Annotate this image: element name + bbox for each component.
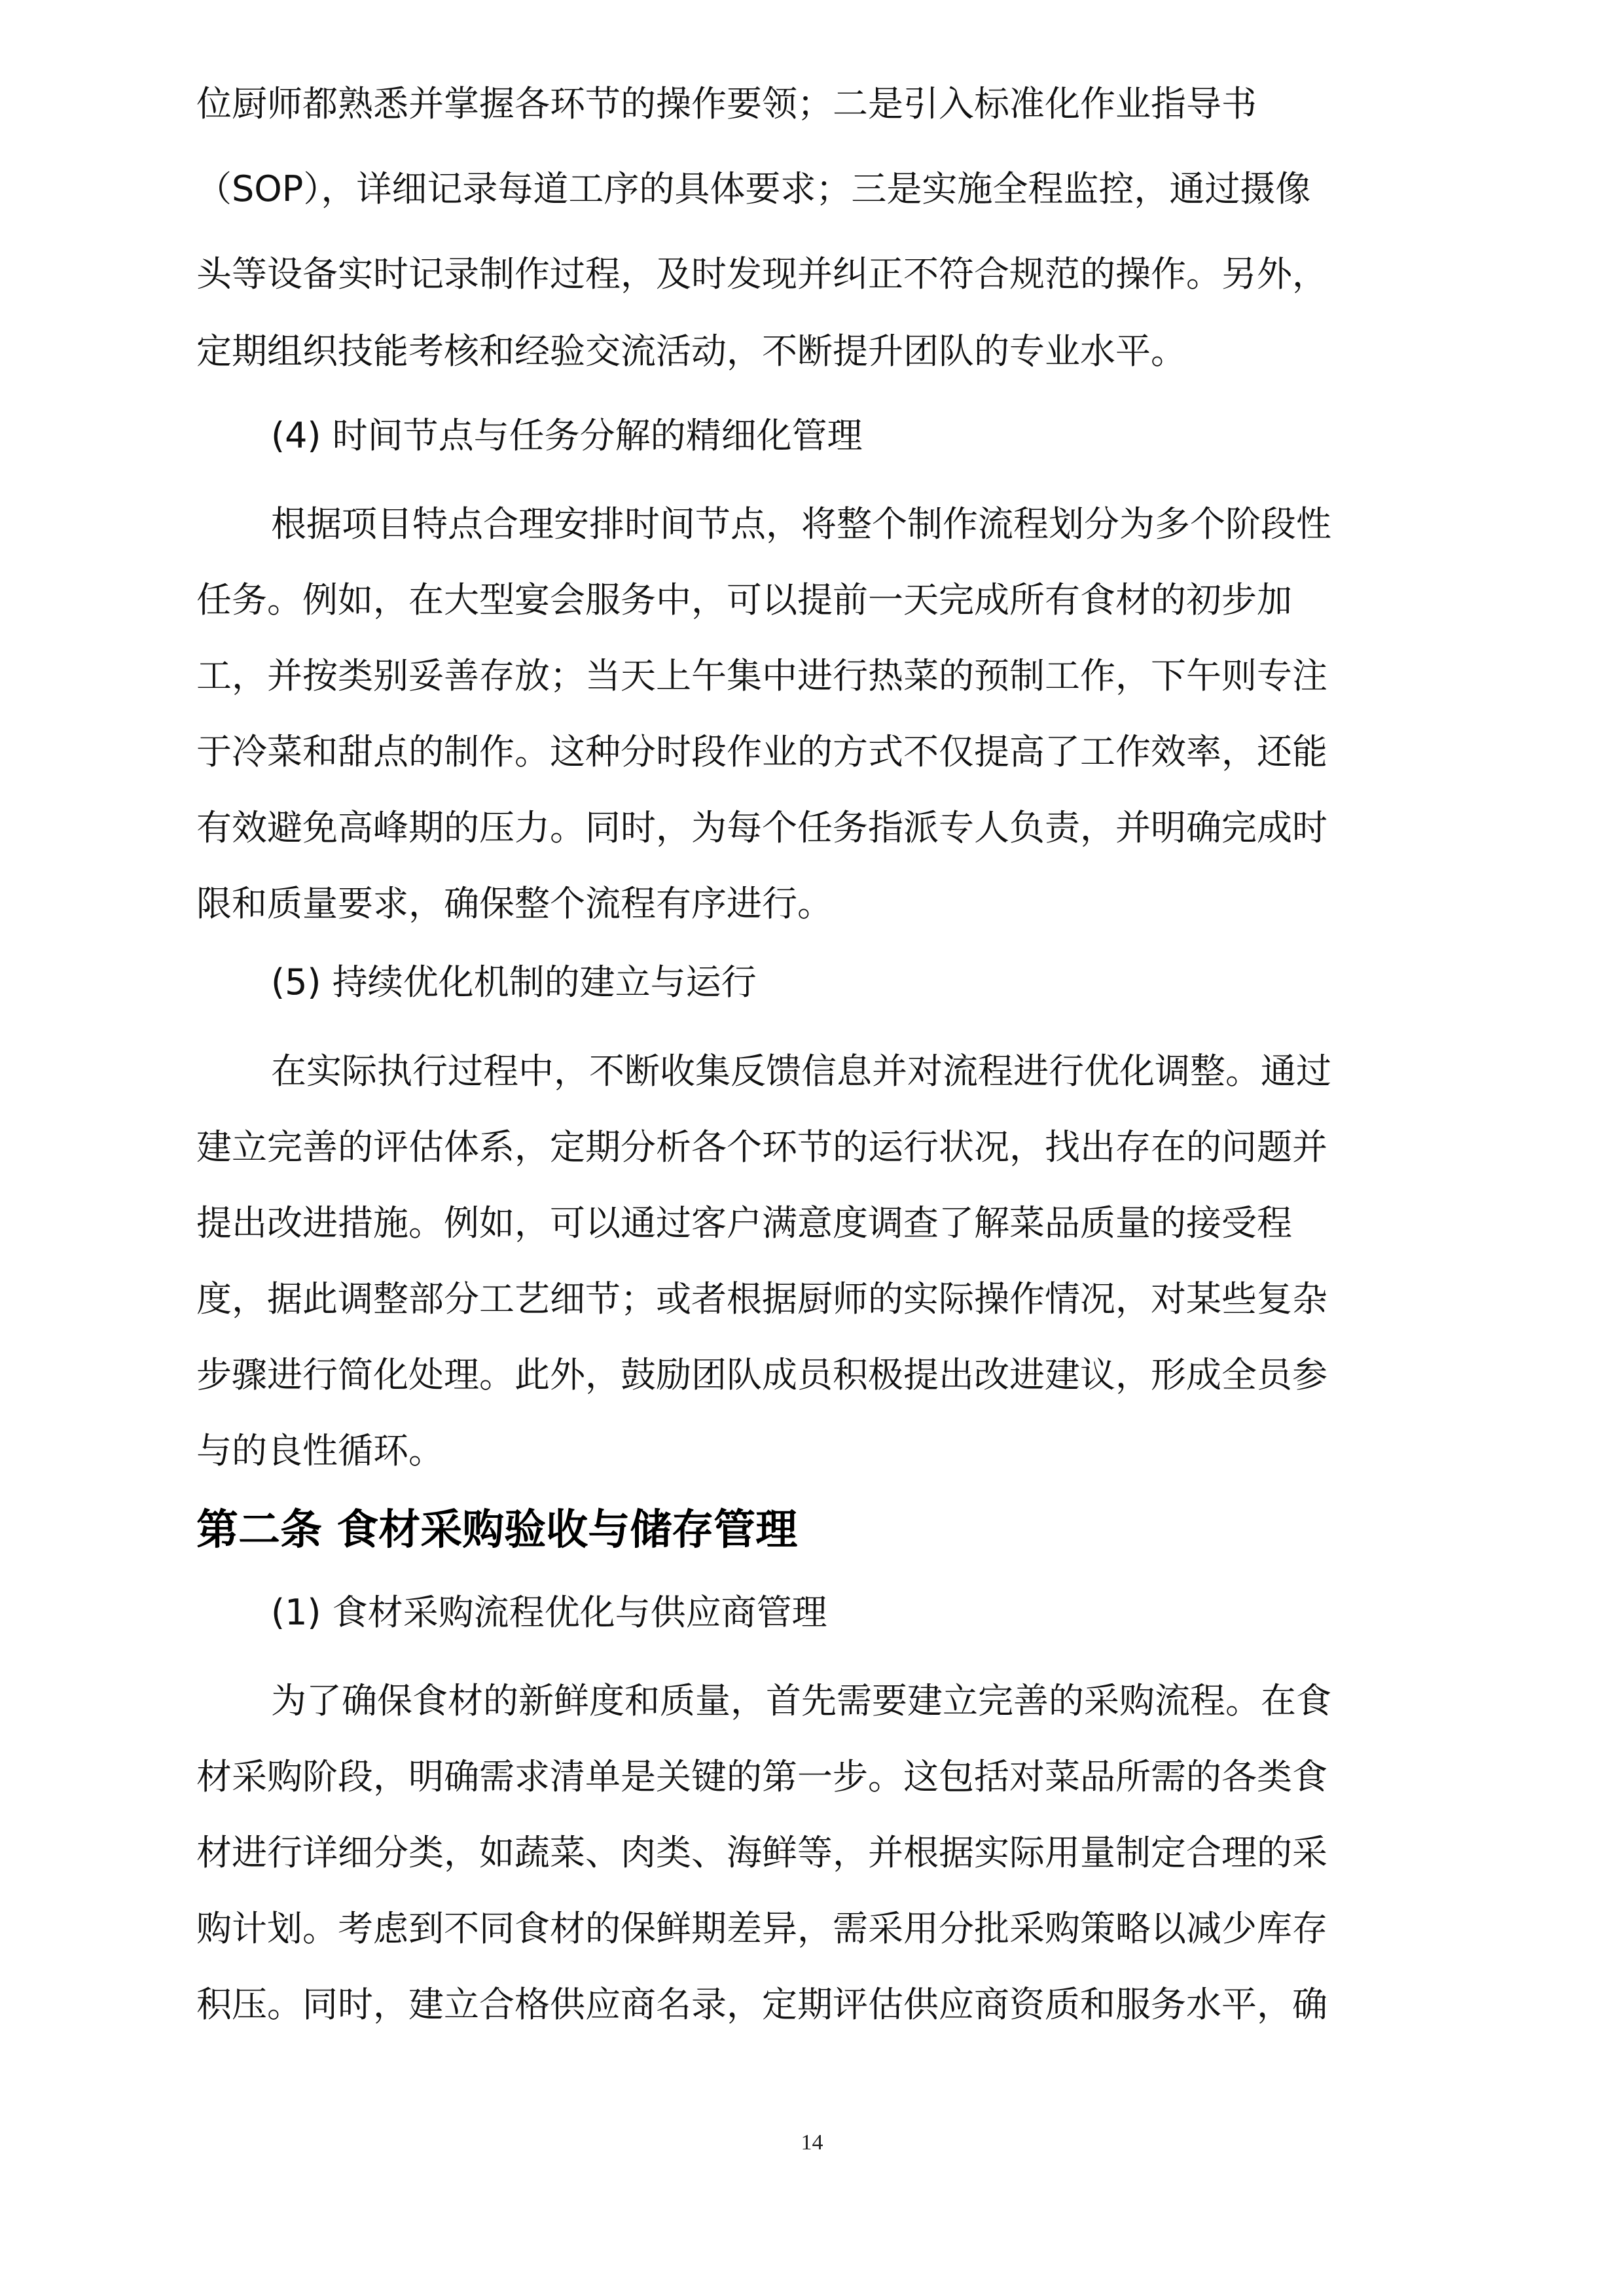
paragraph-line: 与的良性循环。 [196, 1430, 444, 1471]
paragraph-line: 材进行详细分类，如蔬菜、肉类、海鲜等，并根据实际用量制定合理的采 [196, 1832, 1327, 1873]
paragraph-line: 步骤进行简化处理。此外，鼓励团队成员积极提出改进建议，形成全员参 [196, 1354, 1327, 1395]
paragraph-line: 定期组织技能考核和经验交流活动，不断提升团队的专业水平。 [196, 331, 1186, 372]
paragraph-line: 建立完善的评估体系，定期分析各个环节的运行状况，找出存在的问题并 [196, 1126, 1327, 1168]
paragraph-line: （SOP），详细记录每道工序的具体要求；三是实施全程监控，通过摄像 [196, 168, 1311, 209]
paragraph-line: 限和质量要求，确保整个流程有序进行。 [196, 883, 833, 924]
section-heading: 第二条 食材采购验收与储存管理 [196, 1506, 798, 1554]
paragraph-line: 于冷菜和甜点的制作。这种分时段作业的方式不仅提高了工作效率，还能 [196, 731, 1327, 772]
paragraph-line: 材采购阶段，明确需求清单是关键的第一步。这包括对菜品所需的各类食 [196, 1756, 1327, 1797]
paragraph-line: 购计划。考虑到不同食材的保鲜期差异，需采用分批采购策略以减少库存 [196, 1908, 1327, 1949]
paragraph-line: 度，据此调整部分工艺细节；或者根据厨师的实际操作情况，对某些复杂 [196, 1278, 1327, 1319]
paragraph-line: 头等设备实时记录制作过程，及时发现并纠正不符合规范的操作。另外， [196, 253, 1327, 295]
subheading: (4) 时间节点与任务分解的精细化管理 [271, 415, 863, 456]
paragraph-line: 任务。例如，在大型宴会服务中，可以提前一天完成所有食材的初步加 [196, 579, 1292, 620]
paragraph-line: 在实际执行过程中，不断收集反馈信息并对流程进行优化调整。通过 [271, 1050, 1331, 1092]
paragraph-line: 有效避免高峰期的压力。同时，为每个任务指派专人负责，并明确完成时 [196, 807, 1327, 848]
subheading: (5) 持续优化机制的建立与运行 [271, 961, 757, 1003]
subheading: (1) 食材采购流程优化与供应商管理 [271, 1592, 827, 1633]
paragraph-line: 积压。同时，建立合格供应商名录，定期评估供应商资质和服务水平，确 [196, 1984, 1327, 2025]
page-number: 14 [801, 2130, 823, 2155]
paragraph-line: 提出改进措施。例如，可以通过客户满意度调查了解菜品质量的接受程 [196, 1202, 1292, 1244]
paragraph-line: 工，并按类别妥善存放；当天上午集中进行热菜的预制工作，下午则专注 [196, 655, 1327, 696]
paragraph-line: 根据项目特点合理安排时间节点，将整个制作流程划分为多个阶段性 [271, 503, 1331, 545]
paragraph-line: 为了确保食材的新鲜度和质量，首先需要建立完善的采购流程。在食 [271, 1680, 1331, 1721]
paragraph-line: 位厨师都熟悉并掌握各环节的操作要领；二是引入标准化作业指导书 [196, 83, 1257, 124]
